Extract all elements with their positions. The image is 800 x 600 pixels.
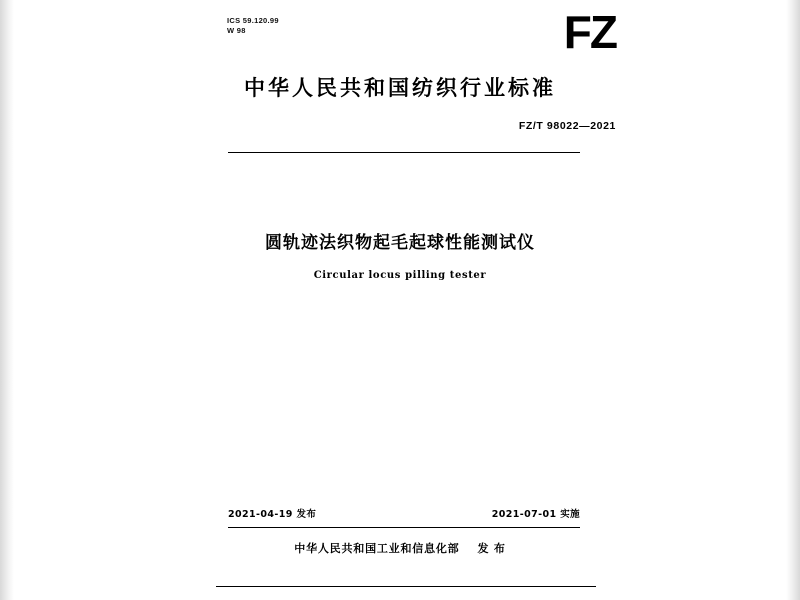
standard-number: FZ/T 98022—2021 xyxy=(518,120,616,132)
document-title-chinese: 圆轨迹法织物起毛起球性能测试仪 xyxy=(265,233,535,253)
issuing-authority xyxy=(180,540,620,556)
page-bottom-divider xyxy=(216,586,596,587)
issuing-authority-name: 中华人民共和国工业和信息化部 xyxy=(294,542,460,555)
document-title-english: Circular locus pilling tester xyxy=(313,270,487,281)
cover-sheet xyxy=(180,0,620,600)
footer-divider xyxy=(228,527,580,528)
ics-classification-block xyxy=(227,16,279,36)
effective-date: 2021-07-01 实施 xyxy=(491,509,580,520)
page-edge-left-shadow xyxy=(0,0,14,600)
page-edge-right-shadow xyxy=(786,0,800,600)
issue-date: 2021-04-19 发布 xyxy=(228,509,317,520)
header-divider xyxy=(228,152,580,153)
dates-row xyxy=(228,506,580,520)
fz-logo: FZ xyxy=(563,6,616,58)
ccs-code: W 98 xyxy=(227,26,246,35)
ics-code: ICS 59.120.99 xyxy=(227,16,279,25)
standard-series-title: 中华人民共和国纺织行业标准 xyxy=(244,76,556,100)
issuing-authority-suffix: 发 布 xyxy=(477,542,506,555)
